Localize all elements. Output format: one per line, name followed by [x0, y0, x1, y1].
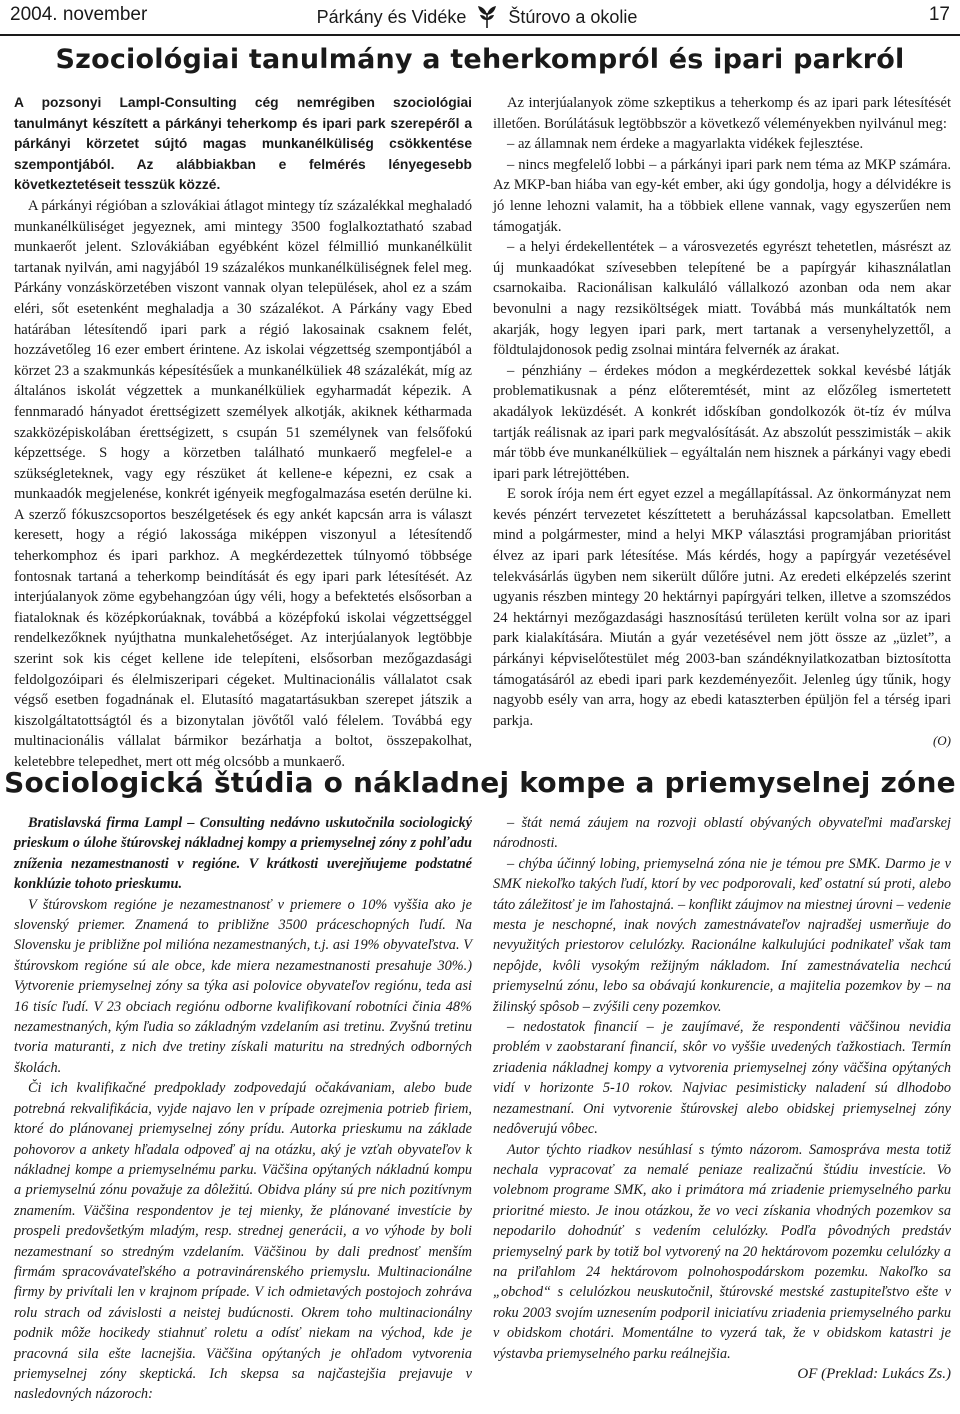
article-hu-list-item: – pénzhiány – érdekes módon a megkérdezettek sokkal kevésbé látják problematikusnak a pénz előteremtését, mint az előzőleg ismertetett akadályok leküzdését. A konkrét időskíban gondolkozók öt-tíz év múlva tartják reálisnak az ipari park megvalósítását. Az abszolút pesszimisták – akik már több éve munkanélküliek – egyáltalán nem hisznek a párkányi vagy ebedi ipari park létrejöttében. [493, 362, 951, 482]
article-sk-column-right [493, 813, 951, 1384]
article-hu-column-left [14, 93, 472, 773]
article-hu-signature: (O) [932, 733, 951, 749]
article-hu-list-item: – a helyi érdekellentétek – a városvezetés egyrészt tehetetlen, másrészt az új munkaadókat szívesebben telepítené be a papírgyár kihasználatlan csarnokaiba. Racionálisan kalkuláló vállalkozó azonban oda nem akar bevonulni a nagy rezsiköltségek miatt. Továbbá más munkáltatók nem akarják, hogy legyen ipari park, mert tartanak a versenyhelyzettől, a földtulajdonosok pedig zsolnai mintára felvernék az árakat. [493, 239, 951, 359]
publication-name-hu: Párkány és Vidéke [316, 6, 467, 27]
article-sk-paragraph: Autor týchto riadkov nesúhlasí s týmto názorom. Samospráva mesta totiž nechala vypracovať za nemalé peniaze realizačnú štúdiu investície. Vo volebnom programe SMK, ako i primátora má zriadenie priemyselného parku prioritné miesto. Je inou otázkou, že vo veci získania vhodných pozemkov sa nepodarilo dohodnúť s vedením celulózky. Podľa pôvodných predstáv priemyselný park by totiž bol vytvorený na 20 hektárovom pozemku celulózky a na priľahlom 24 hektárovom polnohospodárskom pozemku. Nakoľko sa „obchod“ s celulózkou neuskutočnil, štúrovské mestské zastupiteľstvo ešte v roku 2003 svojím uznesením podporil iniciatívu zriadenia priemyselného parku v obidskom chotári. Momentálne to vyzerá tak, že v obidskom katastri je výstavba priemyselného parku reálnejšia. [493, 1141, 951, 1362]
article-sk-column-left [14, 813, 472, 1405]
article-title-hu: Szociológiai tanulmány a teherkompról és ipari parkról [55, 44, 905, 75]
plant-emblem-icon [476, 5, 498, 29]
article-sk-list-item: – štát nemá záujem na rozvoji oblastí obývaných obyvateľmi maďarskej národnosti. [493, 815, 951, 852]
article-hu-paragraph: A párkányi régióban a szlovákiai átlagot mintegy tíz százalékkal meghaladó munkanélküliséget jegyeznek, ami mintegy 3500 foglalkoztatható szabad munkaerőt jelent. Szlovákiában egyébként közel félmillió munkanélkülit tartanak nyilván, ami nagyjából 19 százalékos munkanélküliségnek felel meg. Párkány vonzáskörzetében viszont vannak olyan települések, ahol ez a szám eléri, sőt esetenként meghaladja a 30 százalékot. A Párkány vagy Ebed határában létesítendő ipari park a régió lakosainak csaknem felét, hozzávetőleg 16 ezer embert érintene. Az iskolai végzettség szempontjából a körzet 23 a szakmunkás képesítésűek a munkanélküliek 48 százalékát, míg az általános iskolát végzettek a munkanélküliek egyharmadát képezik. A fennmaradó hányadot érettségizett személyek alkotják, akiknek kétharmada szakközépiskolában érettségizett, s csupán 51 személynek van felsőfokú képzettsége. S hogy a körzetben található munkaerő megfelel-e a szükségleteknek, vagy egy részüket át kellene-e képezni, ez csak a munkaadók megjelenése, konkrét igényeik megfogalmazása esetén derülne ki. A szerző fókuszcsoportos beszélgetések és egy ankét kapcsán arra is választ keresett, hogy a régió lakossága miképpen viszonyul a létesítendő teherkomphoz és ipari parkhoz. A megkérdezettek túlnyomó többsége fontosnak tartaná a teherkomp beindítását és egy ipari park létesítését. Az interjúalanyok zöme egybehangzóan úgy véli, hogy a befektetés elsősorban a fiataloknak és középkorúaknak, továbbá a középfokú iskolai végzettséggel rendelkezőknek nyújthatna munkalehetőséget. Az interjúalanyok legtöbbje szerint sok kis céget kellene ide telepíteni, elsősorban mezőgazdasági feldolgozóipari és élelmiszeripari cégeket. Multinacionális vállalatot csak végső esetben fogadnának el. Elutasító magatartásukban szerepet játszik a kiszolgáltatottságtól és a bizonytalan jövőtől való félelem. Továbbá egy multinacionális vállalat bármikor bezárhatja a boltot, összepakolhat, keletebbre telepedhet, mert ott még olcsóbb a munkaerő. [14, 197, 472, 770]
article-sk-list-item: – chýba účinný lobing, priemyselná zóna nie je témou pre SMK. Darmo je v SMK niekoľko takých ľudí, ktorí by vec podporovali, keď ostatní sú proti, alebo táto záležitosť je im ľahostajná. – konflikt záujmov na miestnej úrovni – vedenie mesta je neschopné, inak nových zamestnávateľov najradšej usmerňuje do nevyužitých priestorov celulózky. Racionálne kalkulujúci podnikateľ však tam nepôjde, kvôli vysokým režijným nákladom. Iní zamestnávatelia nechcú priemyselnú zónu, lebo sa obávajú konkurencie, a majitelia pozemkov by – na žilinský spôsob – zvýšili ceny pozemkov. [493, 855, 951, 1015]
article-hu-paragraph: E sorok írója nem ért egyet ezzel a megállapítással. Az önkormányzat nem kevés pénzért tervezetet készíttetett a beruházással kapcsolatban. Emellett mind a polgármester, mind a helyi MKP választási programjában prioritást élvez az ipari park létesítése. Más kérdés, hogy a papírgyár vezetésével telekvásárlás ügyben nem sikerült dűlőre jutni. Az eredeti elképzelés szerint ugyanis részben mintegy 20 hektárnyi papírgyári telken, illetve a szomszédos 24 hektárnyi mezőgazdasági hasznosítású területen került volna sor az ipari park kialakítására. Miután a gyár vezetésével nem jött össze az „üzlet”, a párkányi képviselőtestület még 2003-ban szándéknyilatkozatban biztosította támogatásáról az ebedi ipari park kezdeményezőit. Jelenleg úgy tűnik, hogy nagyobb esély van arra, hogy az ebedi kataszterben épüljön fel a térség ipari parkja. [493, 486, 951, 729]
article-sk-paragraph: Či ich kvalifikačné predpoklady zodpovedajú očakávaniam, alebo bude potrebná rekvalifikácia, vyjde najavo len v prípade ozrejmenia potrieb firiem, ktoré do plánovanej priemyselnej zóny prídu. Autorka prieskumu na základe pohovorov a ankety hľadala odpoveď aj na otázku, aký je vzťah obyvateľov k nákladnej kompe a priemyselnému parku. Väčšina opýtaných nákladnú kompu a priemyselnú zónu považuje za dôležitú. Obidva plány sú pre nich pozitívnym znamením. Väčšina respondentov je tej mienky, že plánované investície by prospeli predovšetkým mladým, resp. strednej generácii, a vo výhode by boli nezamestnaní so stredným vzdelaním. Väčšinou by dali prednosť menším firmám spracovávateľského a potravinárenského priemyslu. Multinacionálne firmy by privítali len v krajnom prípade. V ich odmietavých postojoch zohráva rolu strach od závislosti a neistej budúcnosti. Okrem toho multinacionálny podnik môže hocikedy stiahnuť roletu a odísť niekam na východ, kde je pracovná sila ešte lacnejšia. Väčšina opýtaných je ohľadom vytvorenia priemyselnej zóny skeptická. Ich skepsa sa najčastejšia prejavuje v nasledovných názoroch: [14, 1080, 472, 1403]
publication-name [292, 4, 662, 30]
page-number: 17 [928, 4, 950, 25]
article-sk-list-item: – nedostatok financií – je zaujímavé, že respondenti väčšinou nevidia problém v zaobstaraní financií, skôr vo vyššie uvedených ťažkostiach. Termín zriadenia nákladnej kompy a vytvorenia priemyselnej zóny väčšina opýtaných vidí v horizonte 5-10 rokov. Najviac pesimisticky naladení sú dlhodobo nezamestnaní. Oni vytvorenie štúrovskej alebo obidskej priemyselnej zóny nedôverujú vôbec. [493, 1019, 951, 1138]
article-hu-lead: A pozsonyi Lampl-Consulting cég nemrégiben szociológiai tanulmányt készített a párkányi teherkomp és ipari park szerepéről a párkányi körzetet sújtó magas munkanélküliség csökkentése szempontjából. Az alábbiakban e felmérés lényegesebb következtetéseit tesszük közzé. [14, 95, 472, 193]
article-hu-column-right [493, 93, 951, 752]
article-hu-list-item: – az államnak nem érdeke a magyarlakta vidékek fejlesztése. [507, 136, 864, 153]
article-sk-signature: OF (Preklad: Lukács Zs.) [797, 1365, 951, 1382]
article-hu-paragraph: Az interjúalanyok zöme szkeptikus a teherkomp és az ipari park létesítését illetően. Borúlátásuk legtöbbször a következő véleményekben nyilvánul meg: [493, 95, 951, 132]
publication-name-sk: Štúrovo a okolie [508, 6, 638, 27]
article-sk-lead: Bratislavská firma Lampl – Consulting nedávno uskutočnila sociologický prieskum o úlohe štúrovskej nákladnej kompy a priemyselnej zóny z pohľadu zníženia nezamestnanosti v regióne. V krátkosti uverejňujeme podstatné konklúzie tohoto prieskumu. [14, 815, 472, 893]
article-hu-list-item: – nincs megfelelő lobbi – a párkányi ipari park nem téma az MKP számára. Az MKP-ban hiába van egy-két ember, aki úgy gondolja, hogy a délvidékre is jó lenne lehozni valamit, ha a többiek ellene vannak, vagy egyszerűen nem támogatják. [493, 156, 951, 235]
article-title-sk: Sociologická štúdia o nákladnej kompe a priemyselnej zóne [4, 766, 956, 799]
page-header [0, 0, 960, 36]
issue-date: 2004. november [10, 4, 148, 25]
article-sk-paragraph: V štúrovskom regióne je nezamestnanosť v priemere o 10% vyššia ako je slovenský priemer. Znamená to približne 3500 práceschopných ľudí. Na Slovensku je približne pol milióna nezamestnaných, t.j. asi 19% obyvateľstva. V štúrovskom regióne sú ale obce, kde miera nezamestnanosti presahuje 30%.) Vytvorenie priemyselnej zóny sa týka asi polovice obyvateľov regiónu, teda asi 16 tisíc ľudí. V 23 obciach regiónu odborne kvalifikovaní robotníci činia 48% nezamestnaných, kým ľudia so základným vzdelaním asi tretinu. Zvyšnú tretinu tvoria maturanti, z nich dve tretiny získali maturitu na stredných odborných školách. [14, 896, 472, 1076]
